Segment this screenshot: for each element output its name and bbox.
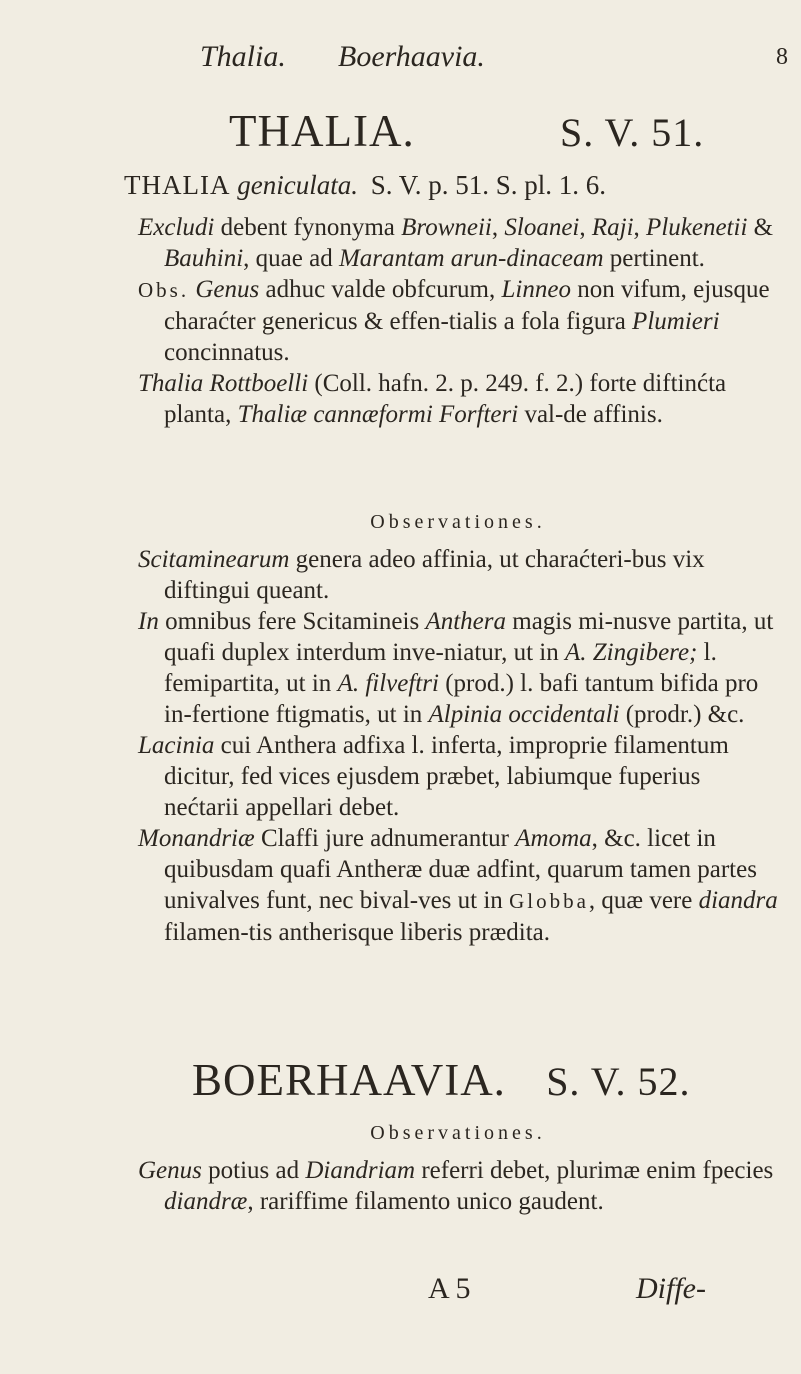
obs-paragraph-2 (138, 606, 778, 730)
text-run: cui Anthera adfixa l. inferta, improprie filamentum dicitur, fed vices ejusdem præbet, labiumque fuperius nećtarii appellari debet. (164, 732, 729, 821)
text-run: referri debet, plurimæ enim fpecies (415, 1157, 774, 1184)
text-run: , (491, 214, 505, 241)
section-title-text: THALIA. (229, 106, 415, 156)
text-run: , &c. licet in quibusdam quafi Antheræ duæ adfint, quarum tamen partes univalves funt, nec bival-ves ut in (164, 825, 757, 914)
observationes-list (138, 544, 778, 948)
section2-title-text: BOERHAAVIA. (192, 1055, 506, 1105)
running-head-middle: Boerhaavia. (338, 40, 485, 73)
catchword: Diffe- (636, 1272, 706, 1305)
text-run: Globba (509, 889, 589, 913)
text-run: Bauhini (164, 245, 244, 272)
text-run: , quæ vere (588, 887, 699, 914)
text-run: & (747, 214, 774, 241)
text-run: Plumieri (632, 308, 720, 335)
observationes-block (138, 497, 778, 948)
text-run: Browneii (401, 214, 492, 241)
text-run: Amoma (515, 825, 592, 852)
body-text-1 (138, 212, 778, 430)
entry-genus: THALIA (124, 170, 231, 200)
text-run: adhuc valde obfcurum, (259, 276, 502, 303)
text-run: concinnatus. (164, 339, 290, 366)
text-run: Monandriæ (138, 825, 255, 852)
section-title-ref: S. V. 51. (560, 110, 705, 155)
text-run: Marantam arun-dinaceam (338, 245, 604, 272)
text-run: Linneo (501, 276, 571, 303)
text-run: diandra (698, 887, 778, 914)
text-run: l. femipartita, ut in (164, 639, 717, 697)
entry-species: geniculata. (237, 170, 358, 200)
text-run: val-de affinis. (518, 401, 663, 428)
text-run: A. Zingibere; (565, 639, 698, 666)
obs-paragraph-3 (138, 730, 778, 823)
observationes-heading: Observationes. (370, 511, 546, 533)
text-run: Sloanei (504, 214, 580, 241)
entry-heading (124, 170, 784, 201)
text-run: non vifum, ejusque charaćter genericus & effen-tialis a fola figura (164, 276, 770, 335)
obs-paragraph-4 (138, 823, 778, 948)
paragraph-excludi (138, 212, 778, 274)
section2-title-ref: S. V. 52. (546, 1059, 691, 1104)
text-run: diandræ (164, 1188, 248, 1215)
text-run: magis mi-nusve partita, ut quafi duplex interdum inve-niatur, ut in (164, 608, 774, 666)
text-run: Excludi (138, 214, 215, 241)
paragraph-genus (138, 1155, 778, 1217)
text-run: potius ad (201, 1157, 306, 1184)
text-run: Genus (138, 1157, 202, 1184)
running-head (0, 40, 801, 80)
section-title-boerhaavia (192, 1054, 690, 1106)
text-run: Plukenetii (646, 214, 748, 241)
text-run: filamen-tis antherisque liberis prædita. (164, 919, 551, 946)
text-run: , rariffime filamento unico gaudent. (247, 1188, 604, 1215)
text-run: A. filveftri (337, 670, 439, 697)
entry-refs: S. V. p. 51. S. pl. 1. 6. (370, 170, 607, 200)
text-run: Thalia Rottboelli (138, 370, 309, 397)
text-run: Thaliæ cannæformi Forfteri (237, 401, 519, 428)
text-run: Alpinia occidentali (428, 701, 620, 728)
text-run: , (579, 214, 592, 241)
text-run: , (633, 214, 647, 241)
text-run: (prodr.) &c. (619, 701, 745, 728)
text-run: Anthera (425, 608, 506, 635)
text-run: Raji (591, 214, 634, 241)
signature-mark: A 5 (428, 1272, 471, 1305)
text-run: debent fynonyma (214, 214, 402, 241)
observationes-list-2 (138, 1155, 778, 1217)
text-run: Lacinia (138, 732, 215, 759)
text-run: (prod.) l. bafi tantum bifida pro in-fertione ftigmatis, ut in (164, 670, 759, 728)
text-run: pertinent. (603, 245, 705, 272)
paragraph-obs (138, 274, 778, 368)
text-run: Scitaminearum (138, 546, 290, 573)
text-run: omnibus fere Scitamineis (158, 608, 426, 635)
text-run: Genus (195, 276, 260, 303)
observationes-heading-2: Observationes. (370, 1122, 546, 1144)
obs-paragraph-1 (138, 544, 778, 606)
running-head-left: Thalia. (200, 40, 286, 73)
paragraph-thalia-rottboelli (138, 368, 778, 430)
text-run: genera adeo affinia, ut charaćteri-bus vix diftingui queant. (164, 546, 705, 604)
page-number: 8 (776, 44, 788, 70)
text-run: Claffi jure adnumerantur (254, 825, 516, 852)
text-run: Obs. (138, 278, 190, 302)
text-run: (Coll. hafn. 2. p. 249. f. 2.) forte diftinćta planta, (164, 370, 727, 428)
text-run: , quae ad (243, 245, 339, 272)
observationes-block-2 (138, 1118, 778, 1217)
text-run: Diandriam (305, 1157, 416, 1184)
text-run: In (138, 608, 159, 635)
